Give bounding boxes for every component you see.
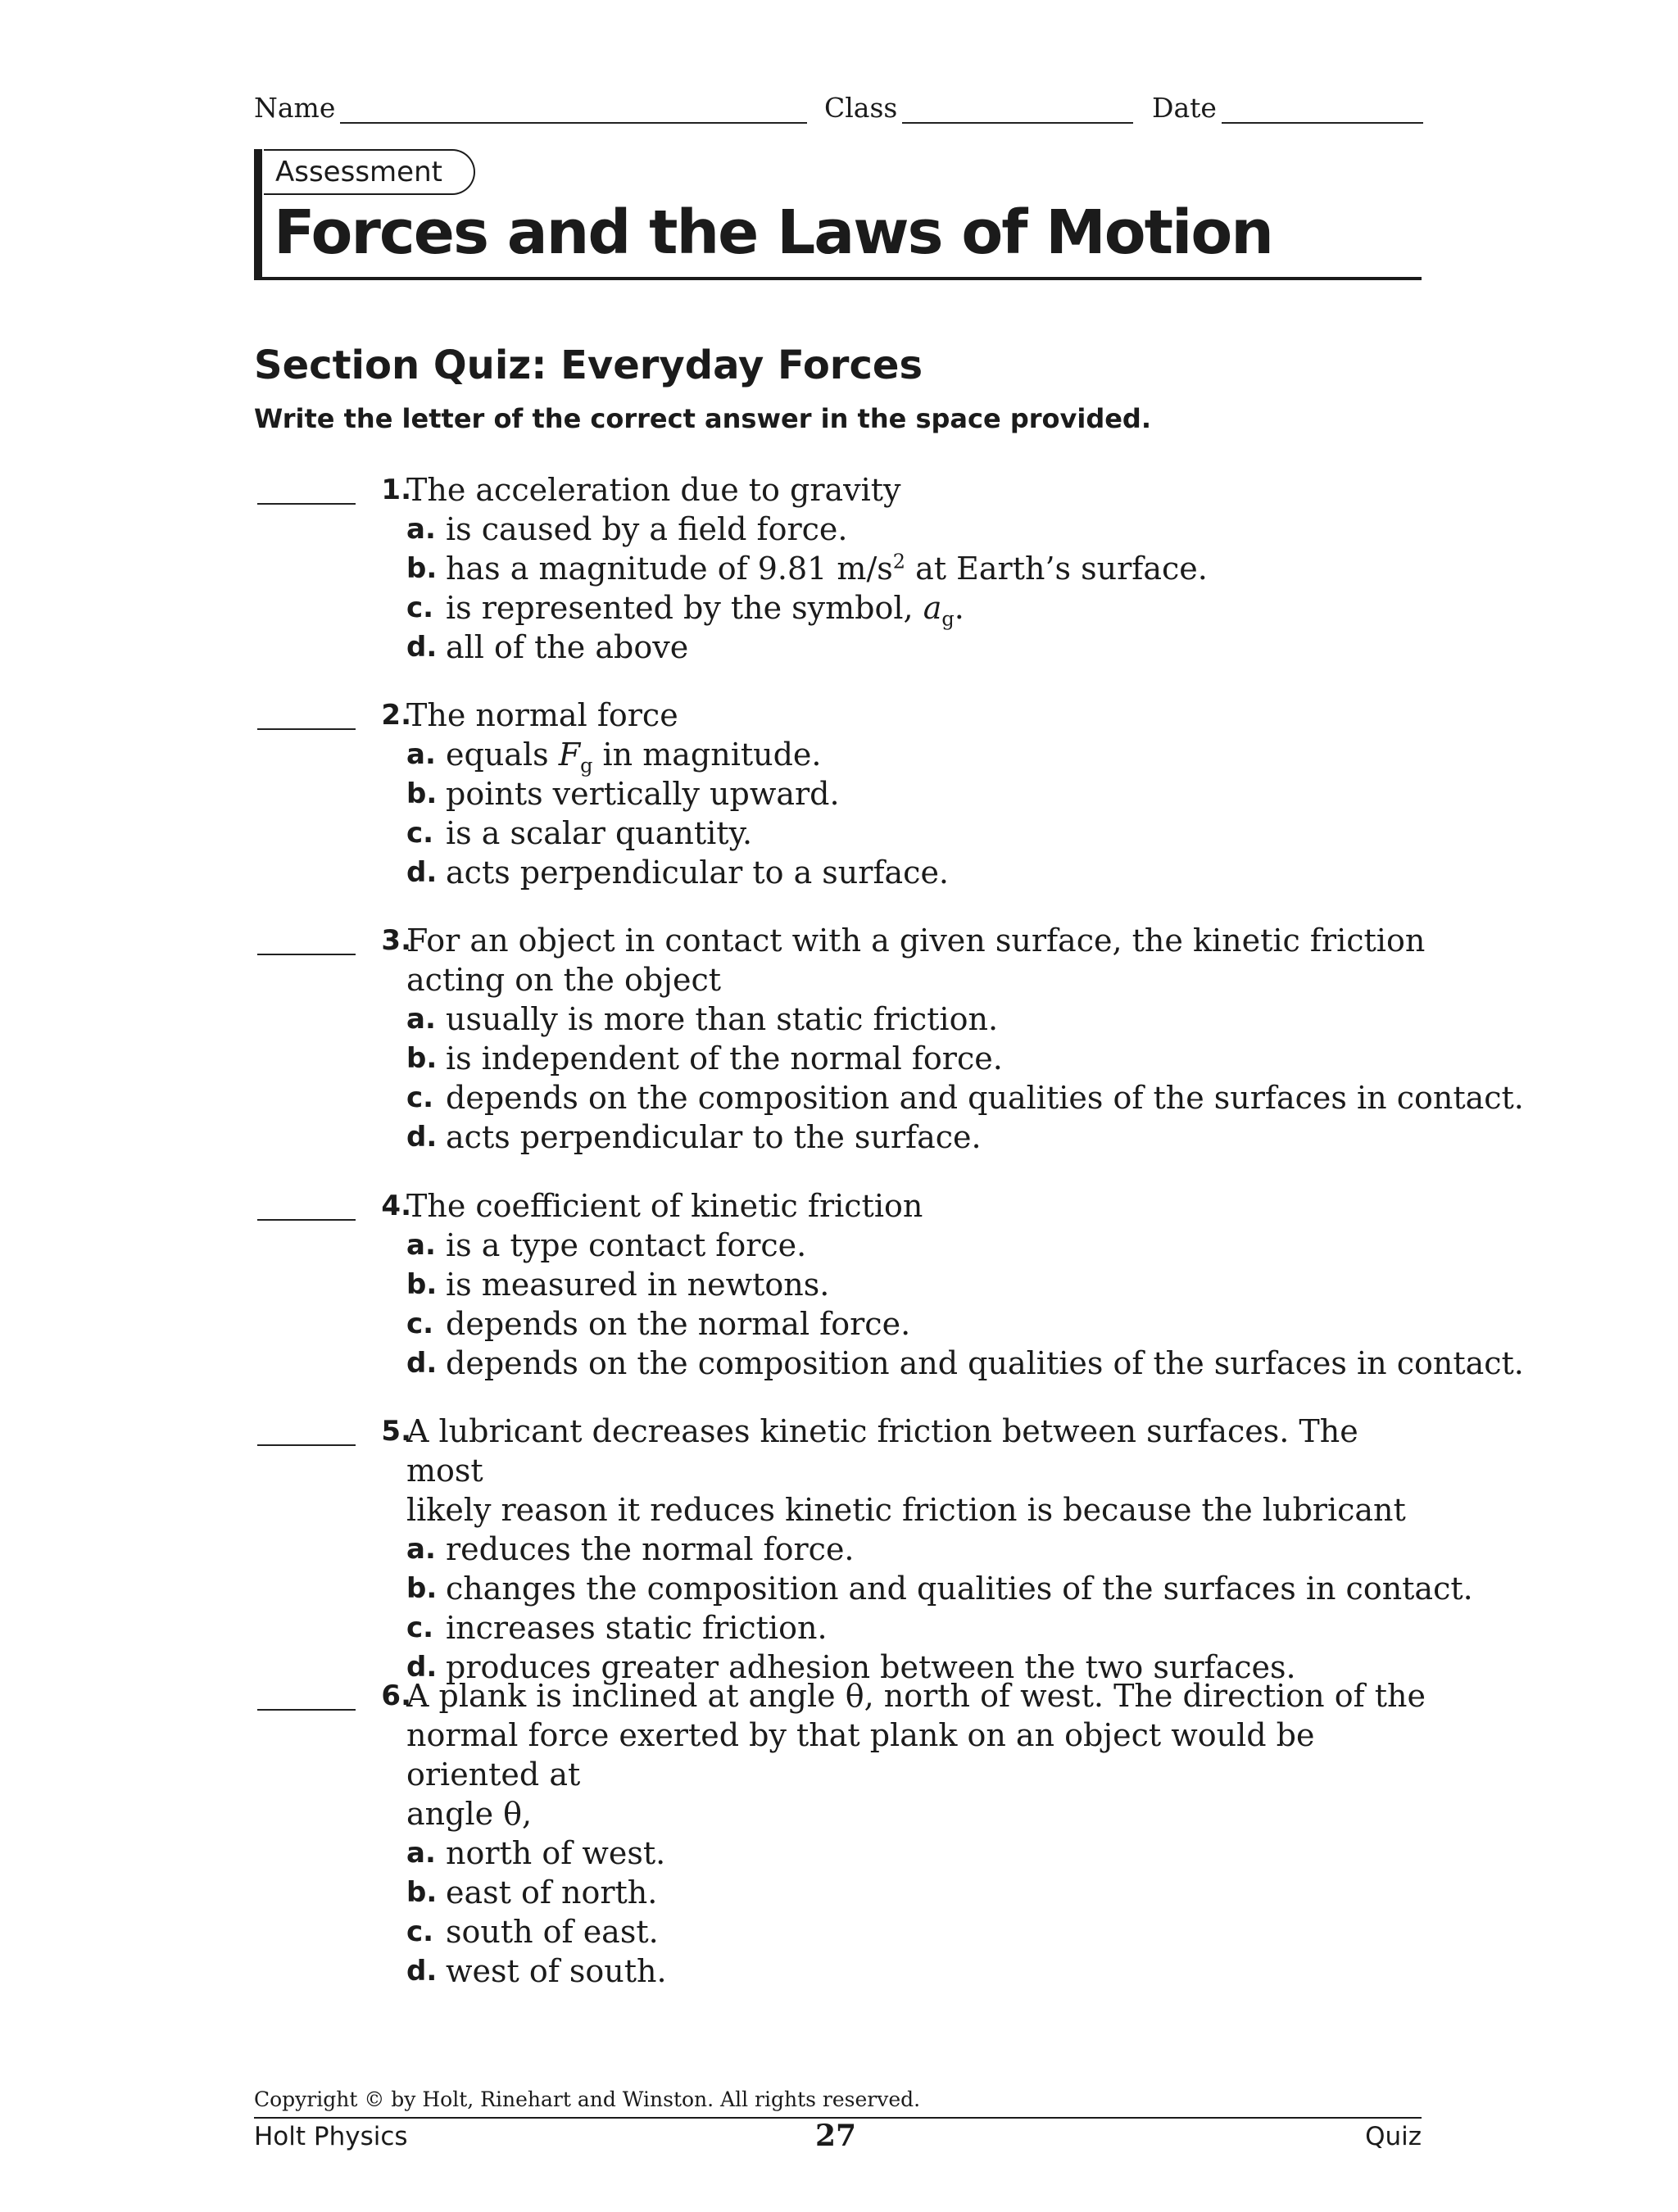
option-c — [406, 1078, 1524, 1117]
option-letter: b. — [406, 1572, 438, 1605]
option-text: is a type contact force. — [446, 1227, 807, 1263]
option-letter: d. — [406, 1121, 438, 1154]
option-letter: d. — [406, 1347, 438, 1380]
date-field — [1152, 92, 1423, 124]
question-number: 5. — [381, 1415, 411, 1448]
name-blank — [340, 93, 807, 124]
question-stem-line: A plank is inclined at angle θ, north of west. The direction of the — [406, 1678, 1426, 1714]
option-d — [406, 628, 1426, 667]
assessment-tab: Assessment — [264, 149, 475, 195]
option-text: increases static friction. — [446, 1610, 828, 1646]
date-label: Date — [1152, 92, 1217, 124]
copyright-notice: Copyright © by Holt, Rinehart and Winston. All rights reserved. — [254, 2087, 921, 2111]
question-number: 2. — [381, 699, 411, 732]
option-d — [406, 1344, 1524, 1383]
option-text: is independent of the normal force. — [446, 1040, 1003, 1077]
question-5 — [254, 1412, 1473, 1687]
option-letter: c. — [406, 1915, 434, 1948]
option-letter: d. — [406, 1651, 438, 1684]
option-c — [406, 814, 1426, 853]
option-b — [406, 1569, 1473, 1608]
option-text: north of west. — [446, 1835, 666, 1871]
option-text: all of the above — [446, 629, 689, 665]
option-text: acts perpendicular to a surface. — [446, 854, 950, 891]
option-a — [406, 1226, 1426, 1265]
option-text: is represented by the symbol, $a_g$. — [446, 590, 964, 631]
section-title: Section Quiz: Everyday Forces — [254, 342, 923, 388]
page-number: 27 — [814, 2119, 857, 2153]
option-letter: a. — [406, 1837, 436, 1870]
question-number: 4. — [381, 1190, 411, 1222]
option-text: equals $F_g$ in magnitude. — [446, 737, 822, 777]
question-stem-line: acting on the object — [406, 962, 722, 998]
question-stem-line: normal force exerted by that plank on an object would be oriented at — [406, 1717, 1315, 1793]
option-text: has a magnitude of 9.81 $m/s^2$ at Earth’s surface. — [446, 550, 1208, 587]
option-b — [406, 1873, 1426, 1912]
option-letter: a. — [406, 1533, 436, 1566]
option-text: points vertically upward. — [446, 776, 840, 812]
question-stem-line: angle θ, — [406, 1796, 533, 1832]
option-text: is caused by a field force. — [446, 511, 848, 547]
option-c — [406, 588, 1426, 631]
question-number: 3. — [381, 924, 411, 957]
option-letter: c. — [406, 592, 434, 624]
option-text: produces greater adhesion between the two surfaces. — [446, 1649, 1296, 1685]
option-a — [406, 999, 1426, 1039]
option-letter: b. — [406, 1042, 438, 1075]
class-blank — [902, 93, 1133, 124]
question-stem: The coefficient of kinetic friction — [406, 1188, 923, 1224]
option-letter: c. — [406, 1611, 434, 1644]
option-letter: b. — [406, 1268, 438, 1301]
option-letter: b. — [406, 552, 438, 585]
class-field — [824, 92, 1133, 124]
option-letter: d. — [406, 856, 438, 889]
footer-type: Quiz — [1365, 2122, 1422, 2151]
question-number: 6. — [381, 1679, 411, 1712]
math-symbol: a — [923, 590, 942, 626]
question-6 — [254, 1676, 1426, 1991]
option-text: usually is more than static friction. — [446, 1001, 999, 1037]
subscript: g — [941, 607, 955, 631]
option-letter: b. — [406, 777, 438, 810]
answer-blank — [257, 503, 356, 505]
math-symbol: F — [558, 737, 581, 773]
option-a — [406, 510, 1426, 549]
answer-blank — [257, 954, 356, 955]
date-blank — [1222, 93, 1423, 124]
option-b — [406, 1265, 1426, 1304]
option-letter: c. — [406, 1081, 434, 1114]
question-stem-line: likely reason it reduces kinetic friction is because the lubricant — [406, 1492, 1406, 1528]
page-title: Forces and the Laws of Motion — [274, 197, 1272, 268]
subscript: g — [580, 754, 593, 777]
option-letter: a. — [406, 1003, 436, 1036]
option-c — [406, 1304, 1426, 1344]
option-text: reduces the normal force. — [446, 1531, 855, 1567]
footer-book-title: Holt Physics — [254, 2122, 408, 2151]
question-3 — [254, 921, 1524, 1157]
answer-blank — [257, 1219, 356, 1221]
option-b — [406, 774, 1426, 814]
option-a — [406, 1834, 1426, 1873]
name-field — [254, 92, 807, 124]
option-text: depends on the composition and qualities of the surfaces in contact. — [446, 1080, 1524, 1116]
question-stem-line: A lubricant decreases kinetic friction between surfaces. The most — [406, 1413, 1358, 1489]
option-d — [406, 853, 1426, 892]
instructions: Write the letter of the correct answer in the space provided. — [254, 403, 1151, 434]
option-text: south of east. — [446, 1914, 659, 1950]
option-text: is measured in newtons. — [446, 1267, 830, 1303]
class-label: Class — [824, 92, 898, 124]
option-letter: c. — [406, 1308, 434, 1340]
name-label: Name — [254, 92, 336, 124]
question-1 — [254, 470, 1426, 667]
option-text: depends on the normal force. — [446, 1306, 911, 1342]
answer-blank — [257, 728, 356, 730]
header-fields — [254, 92, 1422, 133]
question-stem-line: For an object in contact with a given surface, the kinetic friction — [406, 922, 1426, 959]
question-stem: The acceleration due to gravity — [406, 472, 901, 508]
question-2 — [254, 696, 1426, 892]
option-d — [406, 1951, 1426, 1991]
option-text: east of north. — [446, 1874, 658, 1911]
option-letter: a. — [406, 738, 436, 771]
option-d — [406, 1117, 1426, 1157]
question-number: 1. — [381, 474, 411, 506]
answer-blank — [257, 1709, 356, 1711]
option-text: acts perpendicular to the surface. — [446, 1119, 982, 1155]
superscript: 2 — [892, 550, 906, 573]
question-stem: The normal force — [406, 697, 678, 733]
title-bar-accent — [254, 149, 262, 280]
option-b — [406, 549, 1426, 588]
title-rule — [254, 277, 1422, 280]
option-letter: a. — [406, 513, 436, 546]
option-text: depends on the composition and qualities of the surfaces in contact. — [446, 1345, 1524, 1381]
option-letter: b. — [406, 1876, 438, 1909]
option-letter: d. — [406, 631, 438, 664]
option-c — [406, 1608, 1426, 1648]
option-c — [406, 1912, 1426, 1951]
answer-blank — [257, 1444, 356, 1446]
option-letter: d. — [406, 1955, 438, 1988]
option-text: west of south. — [446, 1953, 667, 1989]
option-b — [406, 1039, 1426, 1078]
option-letter: c. — [406, 817, 434, 850]
option-a — [406, 735, 1426, 777]
question-4 — [254, 1186, 1524, 1383]
option-letter: a. — [406, 1229, 436, 1262]
option-a — [406, 1530, 1426, 1569]
option-text: is a scalar quantity. — [446, 815, 753, 851]
option-text: changes the composition and qualities of the surfaces in contact. — [446, 1571, 1473, 1607]
